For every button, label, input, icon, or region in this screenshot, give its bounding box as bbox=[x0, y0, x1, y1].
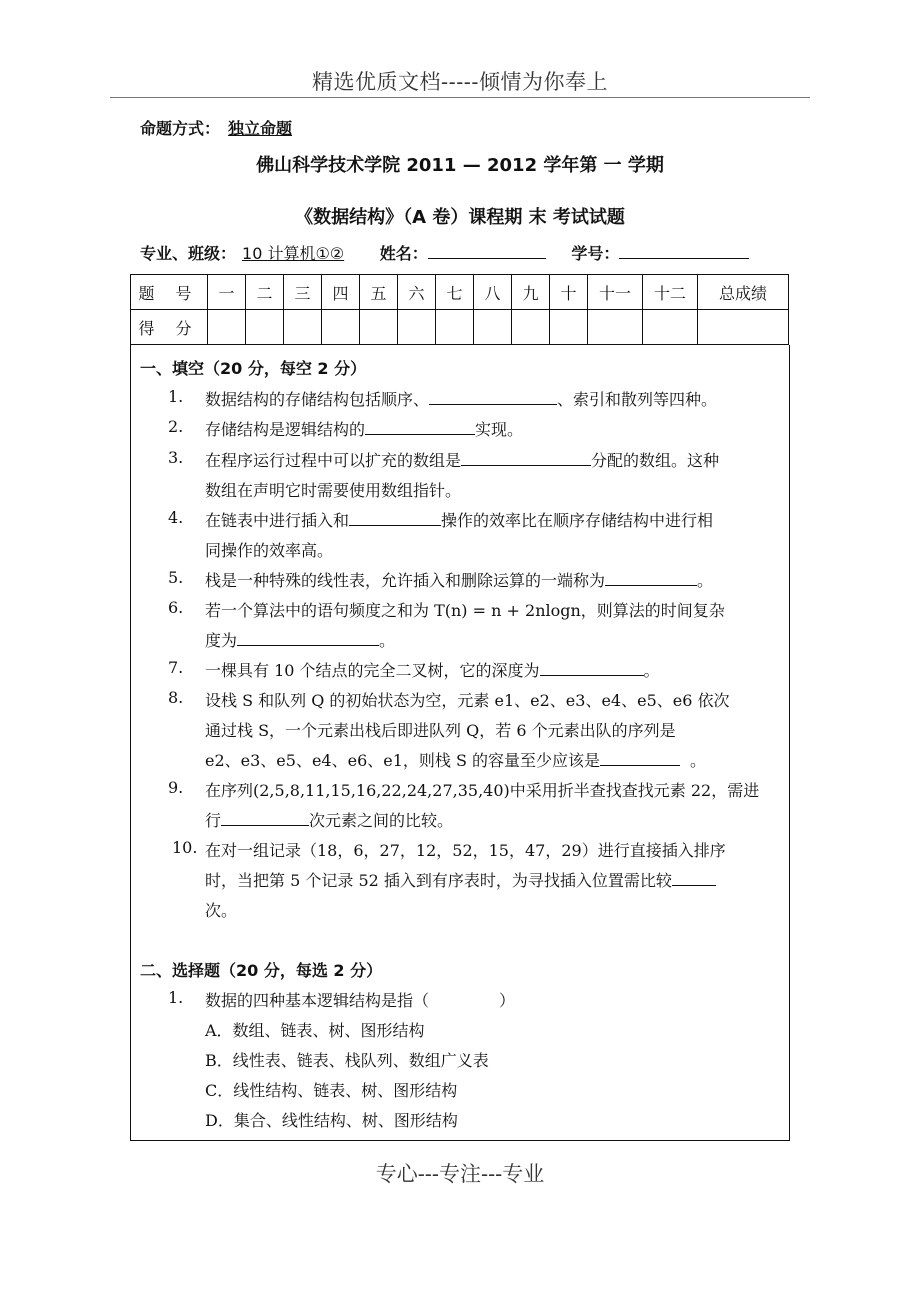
score-cell[interactable] bbox=[474, 310, 512, 345]
question-text: 。 bbox=[643, 661, 660, 680]
score-col-header: 十 bbox=[550, 275, 588, 310]
question-6-cont bbox=[205, 628, 395, 651]
question-text: 度为 bbox=[205, 631, 238, 650]
score-col-header: 六 bbox=[398, 275, 436, 310]
exam-title-school: 佛山科学技术学院 2011 — 2012 学年第 一 学期 bbox=[256, 155, 664, 176]
student-id-label: 学号： bbox=[571, 244, 620, 263]
question-text: ） bbox=[499, 991, 516, 1010]
question-number: 6. bbox=[168, 598, 184, 617]
question-1 bbox=[205, 387, 717, 410]
total-score-header: 总成绩 bbox=[698, 275, 789, 310]
answer-blank[interactable] bbox=[672, 870, 716, 886]
question-8-cont2 bbox=[205, 748, 706, 771]
answer-blank[interactable] bbox=[540, 660, 644, 676]
name-label: 姓名： bbox=[379, 244, 428, 263]
option-b: B．线性表、链表、栈队列、数组广义表 bbox=[205, 1051, 489, 1070]
score-cell[interactable] bbox=[550, 310, 588, 345]
score-col-header: 二 bbox=[246, 275, 284, 310]
major-value: 10 计算机①② bbox=[242, 244, 345, 263]
score-table bbox=[130, 274, 789, 345]
question-9: 在序列(2,5,8,11,15,16,22,24,27,35,40)中采用折半查找查找元素 22，需进 bbox=[205, 781, 760, 800]
answer-blank[interactable] bbox=[600, 750, 680, 766]
answer-blank[interactable] bbox=[605, 570, 697, 586]
question-number: 8. bbox=[168, 688, 184, 707]
score-value-row bbox=[131, 310, 789, 345]
header-rule bbox=[110, 97, 810, 98]
question-text: 一棵具有 10 个结点的完全二叉树，它的深度为 bbox=[205, 661, 540, 680]
score-col-header: 十二 bbox=[643, 275, 698, 310]
page-header: 精选优质文档-----倾情为你奉上 bbox=[312, 70, 608, 94]
question-4 bbox=[205, 508, 713, 531]
score-col-header: 十一 bbox=[588, 275, 643, 310]
question-text: 时，当把第 5 个记录 52 插入到有序表时，为寻找插入位置需比较 bbox=[205, 871, 672, 890]
question-text: 行 bbox=[205, 811, 222, 830]
score-header-row bbox=[131, 275, 789, 310]
question-text: 操作的效率比在顺序存储结构中进行相 bbox=[441, 511, 714, 530]
question-number: 2. bbox=[168, 417, 184, 436]
question-text: 。 bbox=[690, 751, 707, 770]
question-number: 7. bbox=[168, 658, 184, 677]
option-a: A．数组、链表、树、图形结构 bbox=[205, 1021, 425, 1040]
answer-blank[interactable] bbox=[349, 510, 441, 526]
question-text: 在链表中进行插入和 bbox=[205, 511, 350, 530]
score-col-header: 九 bbox=[512, 275, 550, 310]
question-text: 次元素之间的比较。 bbox=[309, 811, 454, 830]
question-text: 数据的四种基本逻辑结构是指（ bbox=[205, 991, 430, 1010]
exam-mode-value: 独立命题 bbox=[228, 119, 293, 138]
question-text: 栈是一种特殊的线性表，允许插入和删除运算的一端称为 bbox=[205, 571, 606, 590]
score-cell[interactable] bbox=[643, 310, 698, 345]
question-text: 在程序运行过程中可以扩充的数组是 bbox=[205, 451, 462, 470]
page-footer: 专心---专注---专业 bbox=[375, 1162, 545, 1186]
score-col-header: 五 bbox=[360, 275, 398, 310]
score-cell[interactable] bbox=[512, 310, 550, 345]
score-cell[interactable] bbox=[208, 310, 246, 345]
question-text: 存储结构是逻辑结构的 bbox=[205, 420, 366, 439]
section2-title: 二、选择题（20 分，每选 2 分） bbox=[140, 961, 383, 980]
question-number: 5. bbox=[168, 568, 184, 587]
score-col-header: 三 bbox=[284, 275, 322, 310]
exam-mode-label: 命题方式： bbox=[140, 119, 221, 138]
question-5 bbox=[205, 568, 713, 591]
question-10-cont bbox=[205, 868, 716, 891]
total-score-cell[interactable] bbox=[698, 310, 789, 345]
question-4-cont: 同操作的效率高。 bbox=[205, 541, 334, 560]
question-text: 。 bbox=[697, 571, 714, 590]
score-col-header: 七 bbox=[436, 275, 474, 310]
name-field[interactable] bbox=[428, 243, 546, 259]
section1-title: 一、填空（20 分，每空 2 分） bbox=[140, 359, 367, 378]
exam-title-course: 《数据结构》（A 卷）课程期 末 考试试题 bbox=[295, 207, 625, 228]
exam-mode bbox=[140, 116, 294, 139]
question-number: 1. bbox=[168, 387, 184, 406]
question-number: 4. bbox=[168, 508, 184, 527]
question-text: 分配的数组。这种 bbox=[591, 451, 720, 470]
question-10-cont2: 次。 bbox=[205, 901, 238, 920]
score-col-header: 四 bbox=[322, 275, 360, 310]
score-cell[interactable] bbox=[246, 310, 284, 345]
question-3-cont: 数组在声明它时需要使用数组指针。 bbox=[205, 481, 462, 500]
option-d: D．集合、线性结构、树、图形结构 bbox=[205, 1111, 458, 1130]
score-cell[interactable] bbox=[588, 310, 643, 345]
question-text: 。 bbox=[379, 631, 396, 650]
question-8-cont: 通过栈 S，一个元素出栈后即进队列 Q，若 6 个元素出队的序列是 bbox=[205, 721, 676, 740]
question-number: 1. bbox=[168, 988, 184, 1007]
question-3 bbox=[205, 448, 719, 471]
student-id-field[interactable] bbox=[619, 243, 749, 259]
question-6: 若一个算法中的语句频度之和为 T(n) = n + 2nlogn，则算法的时间复杂 bbox=[205, 601, 725, 620]
answer-blank[interactable] bbox=[237, 630, 379, 646]
question-2 bbox=[205, 417, 523, 440]
question-9-cont bbox=[205, 808, 453, 831]
question-text: 、索引和散列等四种。 bbox=[557, 390, 718, 409]
answer-blank[interactable] bbox=[221, 810, 309, 826]
score-col-header: 八 bbox=[474, 275, 512, 310]
question-number: 9. bbox=[168, 778, 184, 797]
question-10: 在对一组记录（18，6，27，12，52，15，47，29）进行直接插入排序 bbox=[205, 841, 726, 860]
student-info bbox=[140, 241, 749, 264]
question-number: 3. bbox=[168, 448, 184, 467]
option-c: C．线性结构、链表、树、图形结构 bbox=[205, 1081, 458, 1100]
answer-blank[interactable] bbox=[461, 450, 591, 466]
score-label: 得 分 bbox=[131, 310, 208, 345]
score-cell[interactable] bbox=[284, 310, 322, 345]
score-col-header: 一 bbox=[208, 275, 246, 310]
score-cell[interactable] bbox=[322, 310, 360, 345]
question-8: 设栈 S 和队列 Q 的初始状态为空，元素 e1、e2、e3、e4、e5、e6 依次 bbox=[205, 691, 730, 710]
question-number: 10. bbox=[172, 838, 198, 857]
score-cell[interactable] bbox=[398, 310, 436, 345]
question-7 bbox=[205, 658, 660, 681]
question-text: 实现。 bbox=[475, 420, 524, 439]
answer-blank[interactable] bbox=[429, 389, 557, 405]
answer-blank[interactable] bbox=[365, 419, 475, 435]
question-number-label: 题 号 bbox=[131, 275, 208, 310]
major-label: 专业、班级： bbox=[140, 244, 237, 263]
choice-question-1 bbox=[205, 988, 515, 1011]
question-text: e2、e3、e5、e4、e6、e1，则栈 S 的容量至少应该是 bbox=[205, 751, 601, 770]
score-cell[interactable] bbox=[360, 310, 398, 345]
question-text: 数据结构的存储结构包括顺序、 bbox=[205, 390, 430, 409]
score-cell[interactable] bbox=[436, 310, 474, 345]
